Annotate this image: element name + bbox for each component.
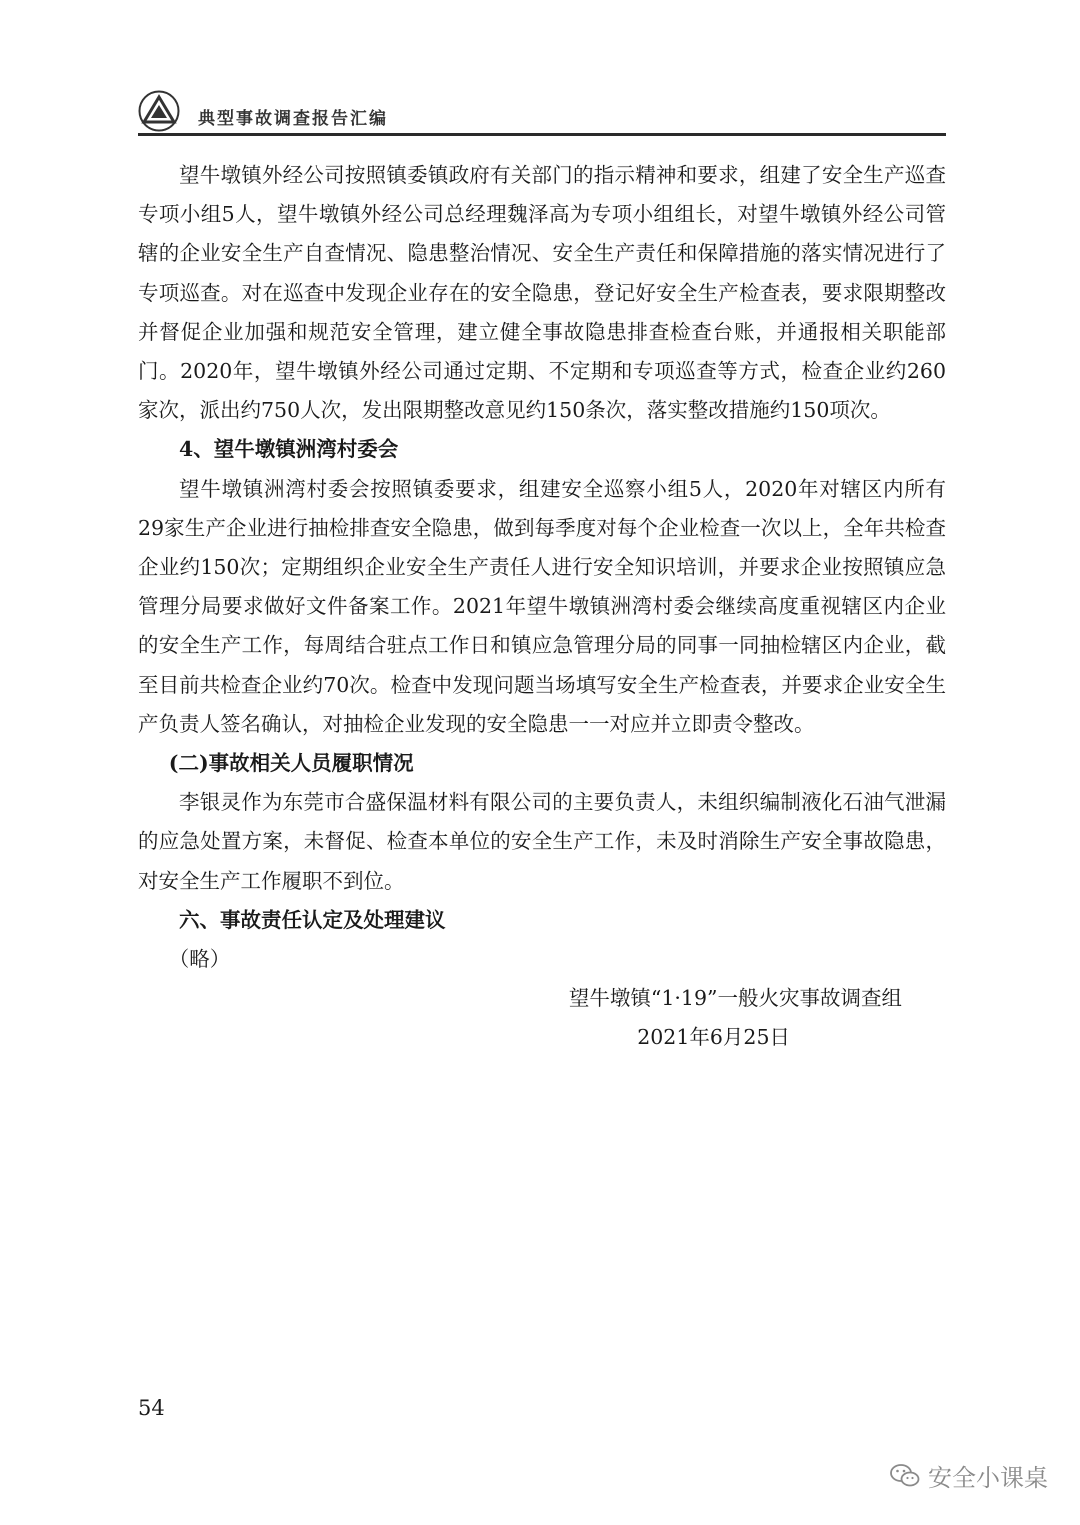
- watermark: [890, 1458, 1048, 1493]
- running-header-title: 典型事故调查报告汇编: [198, 109, 388, 129]
- paragraph-waijing-company: 望牛墩镇外经公司按照镇委镇政府有关部门的指示精神和要求，组建了安全生产巡查专项小组5人，望牛墩镇外经公司总经理魏泽高为专项小组组长，对望牛墩镇外经公司管辖的企业安全生产自查情况、隐患整治情况、安全生产责任和保障措施的落实情况进行了专项巡查。对在巡查中发现企业存在的安全隐患，登记好安全生产检查表，要求限期整改并督促企业加强和规范安全管理，建立健全事故隐患排查检查台账，并通报相关职能部门。2020年，望牛墩镇外经公司通过定期、不定期和专项巡查等方式，检查企业约260家次，派出约750人次，发出限期整改意见约150条次，落实整改措施约150项次。: [138, 163, 946, 423]
- section-heading-responsibility: 六、事故责任认定及处理建议: [179, 907, 446, 932]
- section-heading-personnel-duties: (二)事故相关人员履职情况: [168, 751, 414, 776]
- wechat-icon: [890, 1463, 920, 1489]
- page-number: 54: [138, 1396, 165, 1420]
- signature-date: 2021年6月25日: [637, 1025, 790, 1050]
- triangle-emblem-icon: [138, 90, 180, 132]
- paragraph-zhouwan-village: 望牛墩镇洲湾村委会按照镇委要求，组建安全巡察小组5人，2020年对辖区内所有29家生产企业进行抽检排查安全隐患，做到每季度对每个企业检查一次以上，全年共检查企业约150次；定期组织企业安全生产责任人进行安全知识培训，并要求企业按照镇应急管理分局要求做好文件备案工作。2021年望牛墩镇洲湾村委会继续高度重视辖区内企业的安全生产工作，每周结合驻点工作日和镇应急管理分局的同事一同抽检辖区内企业，截至目前共检查企业约70次。检查中发现问题当场填写安全生产检查表，并要求企业安全生产负责人签名确认，对抽检企业发现的安全隐患一一对应并立即责令整改。: [138, 476, 946, 736]
- paragraph-personnel-duties: 李银灵作为东莞市合盛保温材料有限公司的主要负责人，未组织编制液化石油气泄漏的应急处置方案，未督促、检查本单位的安全生产工作，未及时消除生产安全事故隐患，对安全生产工作履职不到位。: [138, 790, 946, 893]
- watermark-text: 安全小课桌: [928, 1464, 1048, 1492]
- omitted-note: （略）: [168, 947, 231, 972]
- section-heading-zhouwan-village: 4、望牛墩镇洲湾村委会: [179, 437, 399, 462]
- header-divider: [138, 133, 946, 136]
- signature-organization: 望牛墩镇“1·19”一般火灾事故调查组: [568, 986, 902, 1011]
- page-header: [138, 90, 946, 134]
- document-body: [138, 156, 946, 1058]
